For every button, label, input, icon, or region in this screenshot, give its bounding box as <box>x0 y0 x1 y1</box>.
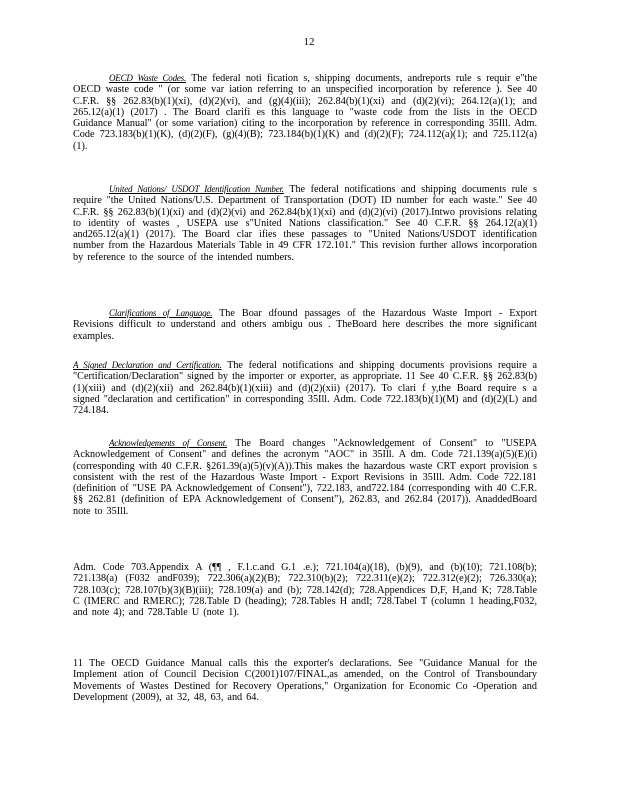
paragraph-clarifications <box>73 308 537 342</box>
paragraph-oecd-waste-codes <box>73 73 537 152</box>
paragraph-signed-declaration <box>73 360 537 416</box>
footnote-11 <box>73 658 537 703</box>
heading-oecd-waste-codes: OECD Waste Codes. <box>109 73 187 83</box>
paragraph-text: The Boar dfound passages of the Hazardous Waste Import - Export Revisions difficult to understand and others ambigu ous . TheBoard here describes the more significant examples. <box>73 308 537 342</box>
heading-un-usdot-id: United Nations/ USDOT Identification Number. <box>109 184 284 194</box>
footnote-text: 11 The OECD Guidance Manual calls this the exporter's declarations. See "Guidance Manual for the Implement ation of Council Decision C(2001)107/FINAL,as amended, on the Control of Transboundary Movements of Wastes Destined for Recovery Operations," Organization for Economic Co -Operation and Development (2009), at 32, 48, 63, and 64. <box>73 658 537 703</box>
paragraph-un-usdot-id <box>73 184 537 263</box>
heading-acknowledgements: Acknowledgements of Consent. <box>109 438 228 448</box>
paragraph-text: The federal notifications and shipping documents provisions require a "Certification/Declaration" signed by the importer or exporter, as appropriate. 11 See 40 C.F.R. §§ 262.83(b)(1)(xiii) and (d)(2)(xii) and 262.84(b)(1)(xiii) and (d)(2)(xii) (2017). To clari f y,the Board require s a signed "declaration and certification" in corresponding 35Ill. Adm. Code 722.183(b)(1)(M) and (d)(2)(L) and 724.184. <box>73 360 537 417</box>
page-number: 12 <box>303 36 315 48</box>
paragraph-text: The Board changes "Acknowledgement of Consent" to "USEPA Acknowledgement of Consent" and defines the acronym "AOC" in 35Ill. A dm. Code 721.139(a)(5)(E)(i) (corresponding with 40 C.F.R. §261.39(a)(5)(v)(A)).This makes the hazardous waste CRT export provision s consistent with the rest of the Hazardous Waste Import - Export Revisions in 35Ill. Adm. Code 722.181 (definition of "USE PA Acknowledgement of Consent"), 722.183, and722.184 (corresponding with 40 C.F.R. §§ 262.81 (definition of EPA Acknowledgement of Consent"), 262.83, and 262.84 (2017)). AnaddedBoard note to 35Ill. <box>73 438 537 517</box>
paragraph-adm-code-list <box>73 562 537 618</box>
paragraph-acknowledgements <box>73 438 537 517</box>
paragraph-text: Adm. Code 703.Appendix A (¶¶ , F.1.c.and G.1 .e.); 721.104(a)(18), (b)(9), and (b)(10); 721.108(b); 721.138(a) (F032 andF039); 722.306(a)(2)(B); 722.310(b)(2); 722.311(e)(2); 722.312(e)(2); 726.330(a); 728.103(c); 728.107(b)(3)(B)(iii); 728.109(a) and (b); 728.142(d); 728.Appendices D,F, H,and K; 728.Table C (IMERC and RMERC); 728.Table D (heading); 728.Tables H andI; 728.Tabel T (column 1 heading,F032, and note 4); and 728.Table U (note 1). <box>73 562 537 619</box>
paragraph-text: The federal noti fication s, shipping documents, andreports rule s requir e"the OECD waste code " (or some var iation referring to an unspecified incorporation by reference ). See 40 C.F.R. §§ 262.83(b)(1)(xi), (d)(2)(vi), and (g)(4)(iii); 262.84(b)(1)(xi) and (d)(2)(vi); 264.12(a)(1); and 265.12(a)(1) (2017) . The Board clarifi es this language to "waste code from the lists in the OECD Guidance Manual" (or some variation) citing to the incorporation by reference in corresponding 35Ill. Adm. Code 723.183(b)(1)(K), (d)(2)(F), (g)(4)(B); 723.184(b)(1)(K) and (d)(2)(F); 724.112(a)(1); and 725.112(a)(1). <box>73 73 537 152</box>
paragraph-text: The federal notifications and shipping documents rule s require "the United Nations/U.S. Department of Transportation (DOT) ID number for each waste." See 40 C.F.R. §§ 262.83(b)(1)(xi) and (d)(2)(vi) and 262.84(b)(1)(xi) and (d)(2)(vi) (2017).Intwo provisions relating to identity of wastes , USEPA use s"United Nations classification." See 40 C.F.R. §§ 264.12(a)(1) and265.12(a)(1) (2017). The Board clar ifies these passages to "United Nations/USDOT identification number from the Hazardous Materials Table in 49 CFR 172.101." This revision further allows incorporation by reference to the source of the intended numbers. <box>73 184 537 263</box>
heading-signed-declaration: A Signed Declaration and Certification. <box>73 360 222 370</box>
heading-clarifications: Clarifications of Language. <box>109 308 213 318</box>
